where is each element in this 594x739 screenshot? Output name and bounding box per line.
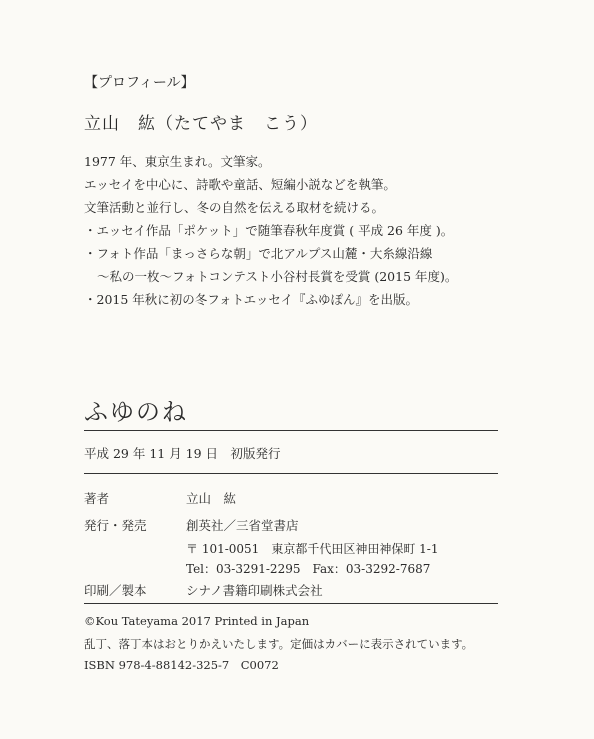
bio-line: 文筆活動と並行し、冬の自然を伝える取材を続ける。 xyxy=(84,200,385,215)
bio-line: エッセイを中心に、詩歌や童話、短編小説などを執筆。 xyxy=(84,177,396,192)
isbn-line: ISBN 978-4-88142-325-7 C0072 xyxy=(84,658,279,672)
replacement-notice: 乱丁、落丁本はおとりかえいたします。定価はカバーに表示されています。 xyxy=(84,637,474,651)
profile-heading: 【プロフィール】 xyxy=(84,75,195,91)
bio-line: ・2015 年秋に初の冬フォトエッセイ『ふゆぽん』を出版。 xyxy=(84,292,419,307)
divider xyxy=(84,473,498,474)
printing-value: シナノ書籍印刷株式会社 xyxy=(186,583,323,598)
copyright-line: ©Kou Tateyama 2017 Printed in Japan xyxy=(84,614,310,628)
bio-line: 1977 年、東京生まれ。文筆家。 xyxy=(84,154,271,169)
bio-line: ・エッセイ作品「ポケット」で随筆春秋年度賞 ( 平成 26 年度 )。 xyxy=(84,223,454,238)
publisher-label: 発行・発売 xyxy=(84,518,147,533)
printing-label: 印刷／製本 xyxy=(84,583,147,598)
author-label: 著者 xyxy=(84,491,110,506)
publisher-phone-fax: Tel：03-3291-2295 Fax：03-3292-7687 xyxy=(186,562,431,576)
divider xyxy=(84,430,498,431)
author-biography xyxy=(84,150,457,311)
author-name-heading: 立山 紘（たてやま こう） xyxy=(84,114,318,134)
publisher-address: 〒 101-0051 東京都千代田区神田神保町 1-1 xyxy=(186,542,439,556)
bio-line: ～私の一枚～フォトコンテスト小谷村長賞を受賞 (2015 年度)。 xyxy=(97,269,458,284)
divider xyxy=(84,603,498,604)
bio-line: ・フォト作品「まっさらな朝」で北アルプス山麓・大糸線沿線 xyxy=(84,246,433,261)
publication-date: 平成 29 年 11 月 19 日 初版発行 xyxy=(84,446,281,461)
publisher-value: 創英社／三省堂書店 xyxy=(186,518,299,533)
author-value: 立山 紘 xyxy=(186,491,237,506)
book-title: ふゆのね xyxy=(84,398,188,426)
